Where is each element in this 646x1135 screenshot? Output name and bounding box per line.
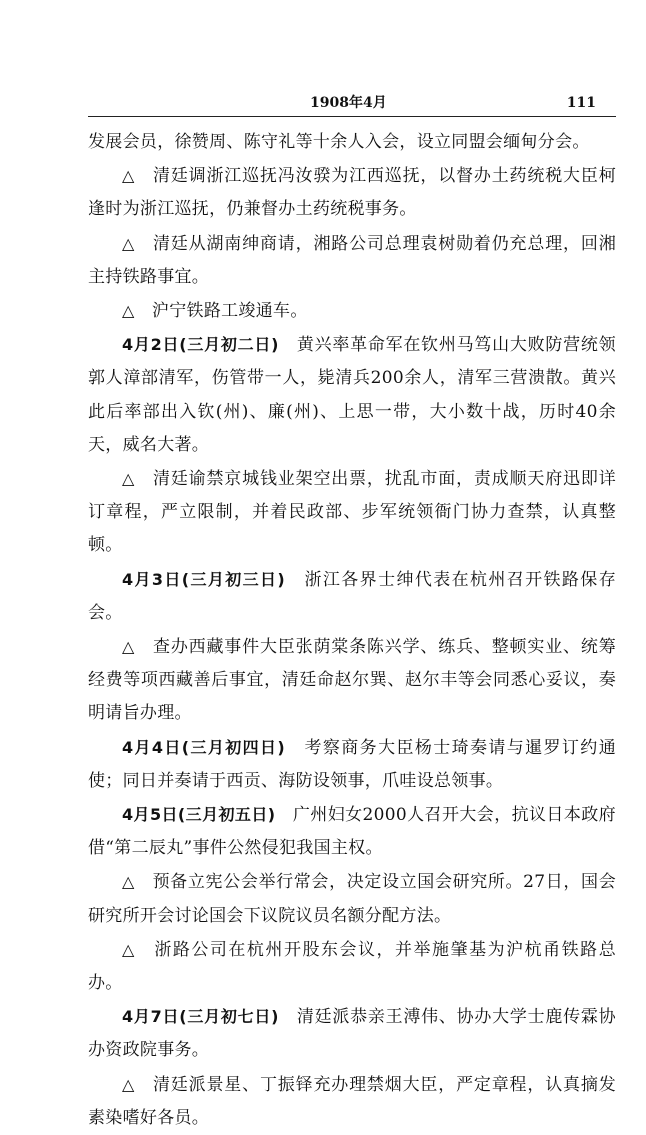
paragraph-text: 清廷派恭亲王溥伟、协办大学士鹿传霖协办资政院事务。 [88,1007,616,1061]
paragraph-text: 浙路公司在杭州开股东会议，并举施肇基为沪杭甬铁路总办。 [88,939,616,994]
paragraph [88,294,616,328]
triangle-marker: △ [122,637,136,657]
triangle-marker: △ [122,233,136,253]
paragraph [88,159,616,226]
running-title: 1908年4月 [310,95,387,111]
triangle-marker: △ [122,1074,136,1094]
paragraph-text: 黄兴率革命军在钦州马笃山大败防营统领郭人漳部清军，伤管带一人，毙清兵200余人，清军三营溃散。黄兴此后率部出入钦(州)、廉(州)、上思一带，大小数十战，历时40余天，威名大著。 [88,335,616,455]
paragraph [88,933,616,1000]
page-body [88,126,616,1135]
paragraph-text: 发展会员，徐赞周、陈守礼等十余人入会，设立同盟会缅甸分会。 [88,132,590,152]
page-number: 111 [566,95,596,111]
paragraph [88,865,616,932]
paragraph-text: 查办西藏事件大臣张荫棠条陈兴学、练兵、整顿实业、统筹经费等项西藏善后事宜，清廷命赵尔巽、赵尔丰等会同悉心妥议，奏明请旨办理。 [88,637,616,724]
paragraph [88,126,616,159]
paragraph-text: 广州妇女2000人召开大会，抗议日本政府借“第二辰丸”事件公然侵犯我国主权。 [88,805,616,859]
paragraph [88,227,616,294]
paragraph [88,630,616,731]
paragraph-text: 清廷从湖南绅商请，湘路公司总理袁树勋着仍充总理，回湘主持铁路事宜。 [88,233,616,287]
paragraph [88,462,616,563]
paragraph-text: 清廷调浙江巡抚冯汝骙为江西巡抚，以督办土药统税大臣柯逢时为浙江巡抚，仍兼督办土药统税事务。 [88,166,616,220]
page-header [88,94,608,112]
triangle-marker: △ [122,301,135,321]
entry-date: 4月3日(三月初三日) [122,569,286,589]
triangle-marker: △ [122,939,136,959]
paragraph-text: 清廷谕禁京城钱业架空出票，扰乱市面，责成顺天府迅即详订章程，严立限制，并着民政部、步军统领衙门协力查禁，认真整顿。 [88,469,616,556]
paragraph-text: 预备立宪公会举行常会，决定设立国会研究所。27日，国会研究所开会讨论国会下议院议员名额分配方法。 [88,872,616,926]
paragraph [88,1068,616,1135]
triangle-marker: △ [122,166,136,186]
entry-date: 4月5日(三月初五日) [122,805,276,825]
triangle-marker: △ [122,872,135,892]
paragraph [88,328,616,462]
header-rule [88,116,616,117]
paragraph-text: 考察商务大臣杨士琦奏请与暹罗订约通使；同日并奏请于西贡、海防设领事，爪哇设总领事。 [88,737,616,791]
paragraph [88,798,616,865]
paragraph [88,1000,616,1067]
paragraph [88,563,616,630]
entry-date: 4月2日(三月初二日) [122,335,279,355]
paragraph-text: 浙江各界士绅代表在杭州召开铁路保存会。 [88,569,616,623]
entry-date: 4月7日(三月初七日) [122,1007,279,1027]
entry-date: 4月4日(三月初四日) [122,737,286,757]
paragraph-text: 沪宁铁路工竣通车。 [151,301,308,322]
paragraph-text: 清廷派景星、丁振铎充办理禁烟大臣，严定章程，认真摘发素染嗜好各员。 [88,1074,616,1128]
paragraph [88,731,616,798]
triangle-marker: △ [122,469,136,489]
